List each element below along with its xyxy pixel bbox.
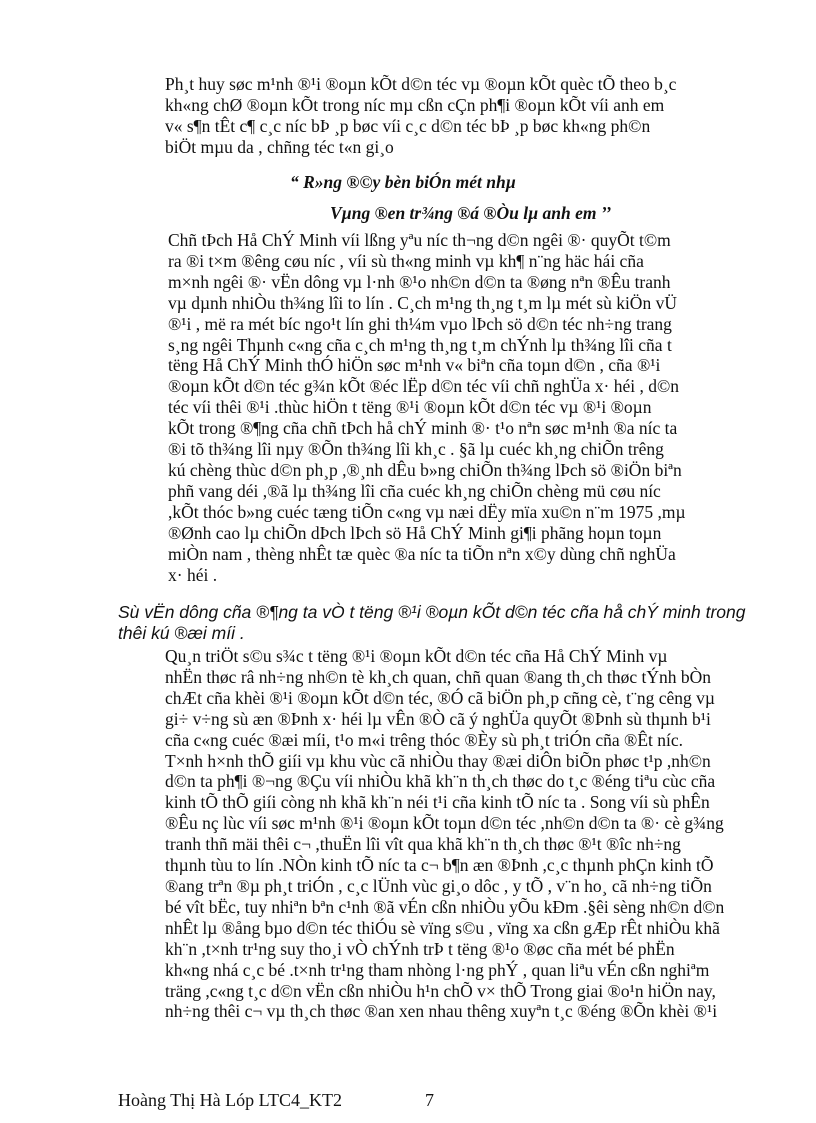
text-line: x· héi . <box>168 564 218 585</box>
paragraph-3 <box>165 646 767 1022</box>
text-line: ®oµn kÕt d©n téc g¾n kÕt ®éc lËp d©n téc víi chñ nghÜa x· héi , d©n <box>168 376 680 397</box>
text-line: bé vît bËc, tuy nhiªn bªn c¹nh ®ã vÉn cßn nhiÒu yÕu kÐm .§êi sèng nh©n d©n <box>165 896 725 917</box>
paragraph-2 <box>168 230 765 585</box>
text-line: nhÊt lµ ®ång bµo d©n téc thiÓu sè vïng s©u , vïng xa cßn gÆp rÊt nhiÒu khã <box>165 917 720 938</box>
text-line: Qu¸n triÖt s©u s¾c t tëng ®¹i ®oµn kÕt d©n téc cña Hå ChÝ Minh vµ <box>165 646 668 666</box>
text-line: phñ vang déi ,®ã lµ th¾ng lîi cña cuéc kh¸ng chiÕn chèng mü cøu níc <box>168 480 661 501</box>
text-line: chÆt cña khèi ®¹i ®oµn kÕt d©n téc, ®Ó cã biÖn ph¸p cñng cè, t¨ng cêng vµ <box>165 687 715 708</box>
text-line: nhËn thøc râ nh÷ng nh©n tè kh¸ch quan, chñ quan ®ang th¸ch thøc tÝnh bÒn <box>165 666 712 687</box>
text-line: nh÷ng thêi c¬ vµ th¸ch thøc ®an xen nhau thêng xuyªn t¸c ®éng ®Õn khèi ®¹i <box>165 1001 718 1022</box>
text-line: vµ dµnh nhiÒu th¾ng lîi to lín . C¸ch m¹ng th¸ng t¸m lµ mét sù kiÖn vÜ <box>168 292 677 313</box>
text-line: s¸ng ngêi Thµnh c«ng cña c¸ch m¹ng th¸ng t¸m chÝnh lµ th¾ng lîi cña t <box>168 334 672 355</box>
text-line: Ph¸t huy søc m¹nh ®¹i ®oµn kÕt d©n téc vµ ®oµn kÕt quèc tÕ theo b¸c <box>165 74 677 94</box>
text-line: träng ,c«ng t¸c d©n vËn cßn nhiÒu h¹n chÕ v× thÕ Trong giai ®o¹n hiÖn nay, <box>165 980 716 1001</box>
text-line: thµnh tùu to lín .NÒn kinh tÕ níc ta c¬ b¶n æn ®Þnh ,c¸c thµnh phÇn kinh tÕ <box>165 855 714 876</box>
text-line: ®Êu nç lùc víi søc m¹nh ®¹i ®oµn kÕt toµn d©n téc ,nh©n d©n ta ®· cè g¾ng <box>165 813 724 834</box>
text-line: kÕt trong ®¶ng cña chñ tÞch hå chÝ minh ®· t¹o nªn søc m¹nh ®a níc ta <box>168 418 678 439</box>
text-line: cña c«ng cuéc ®æi míi, t¹o m«i trêng thóc ®Èy sù ph¸t triÓn cña ®Êt níc. <box>165 729 684 750</box>
text-line: ra ®i t×m ®êng cøu níc , víi sù th«ng minh vµ kh¶ n¨ng häc hái cña <box>168 250 644 271</box>
text-line: biÖt mµu da , chñng téc t«n gi¸o <box>165 136 394 157</box>
text-line: kh«ng chØ ®oµn kÕt trong níc mµ cßn cÇn ph¶i ®oµn kÕt víi anh em <box>165 94 665 115</box>
text-line: v« s¶n tÊt c¶ c¸c níc bÞ ¸p bøc víi c¸c d©n téc bÞ ¸p bøc kh«ng ph©n <box>165 115 651 136</box>
page-number: 7 <box>425 1090 434 1110</box>
text-line: ,kÕt thóc b»ng cuéc tæng tiÕn c«ng vµ næi dËy mïa xu©n n¨m 1975 ,mµ <box>168 501 686 522</box>
text-line: ®Ønh cao lµ chiÕn dÞch lÞch sö Hå ChÝ Minh gi¶i phãng hoµn toµn <box>168 522 662 543</box>
text-line: kh¨n ,t×nh tr¹ng suy tho¸i vÒ chÝnh trÞ t tëng ®¹o ®øc cña mét bé phËn <box>165 938 675 959</box>
text-line: ®ang trªn ®µ ph¸t triÓn , c¸c lÜnh vùc gi¸o dôc , y tÕ , v¨n ho¸ cã nh÷ng tiÕn <box>165 875 712 896</box>
text-line: ®¹i , më ra mét bíc ngo¹t lín ghi th¼m vµo lÞch sö d©n téc nh÷ng trang <box>168 313 672 334</box>
poem-line-2: Vµng ®en tr¾ng ®á ®Òu lµ anh em ’’ <box>330 203 612 223</box>
text-line: d©n ta ph¶i ®¬ng ®Çu víi nhiÒu khã kh¨n th¸ch thøc do t¸c ®éng tiªu cùc cña <box>165 771 716 792</box>
text-line: kú chèng thùc d©n ph¸p ,®¸nh dÊu b»ng chiÕn th¾ng lÞch sö ®iÖn biªn <box>168 459 682 480</box>
text-line: kh«ng nhá c¸c bé .t×nh tr¹ng tham nhòng l·ng phÝ , quan liªu vÉn cßn nghiªm <box>165 959 710 980</box>
footer-author-class: Hoàng Thị Hà Lóp LTC4_KT2 <box>118 1090 342 1110</box>
poem-line-1: “ R»ng ®©y bèn biÓn mét nhµ <box>290 172 516 192</box>
text-line: T×nh h×nh thÕ giíi vµ khu vùc cã nhiÒu thay ®æi diÔn biÕn phøc t¹p ,nh©n <box>165 750 711 771</box>
paragraph-1 <box>165 74 765 158</box>
text-line: tëng Hå ChÝ Minh thÓ hiÖn søc m¹nh v« biªn cña toµn d©n , cña ®¹i <box>168 355 661 376</box>
text-line: kinh tÕ thÕ giíi còng nh khã kh¨n néi t¹i cña kinh tÕ níc ta . Song víi sù phÊn <box>165 792 710 813</box>
section-heading: Sù vËn dông cña ®¶ng ta vÒ t tëng ®¹i ®oµn kÕt d©n téc cña hå chÝ minh trong thêi kú ®æi míi . <box>118 602 746 643</box>
text-line: Chñ tÞch Hå ChÝ Minh víi lßng yªu níc th¬ng d©n ngêi ®· quyÕt t©m <box>168 230 671 250</box>
text-line: miÒn nam , thèng nhÊt tæ quèc ®a níc ta tiÕn nªn x©y dùng chñ nghÜa <box>168 543 676 564</box>
text-line: tranh thñ mäi thêi c¬ ,thuËn lîi vît qua khã kh¨n th¸ch thøc ®¹t ®îc nh÷ng <box>165 834 681 855</box>
text-line: gi÷ v÷ng sù æn ®Þnh x· héi lµ vÊn ®Ò cã ý nghÜa quyÕt ®Þnh sù thµnh b¹i <box>165 708 711 729</box>
text-line: téc víi thêi ®¹i .thùc hiÖn t tëng ®¹i ®oµn kÕt d©n téc vµ ®¹i ®oµn <box>168 397 652 418</box>
text-line: ®i tõ th¾ng lîi nµy ®Õn th¾ng lîi kh¸c . §ã lµ cuéc kh¸ng chiÕn trêng <box>168 439 664 460</box>
text-line: m×nh ngêi ®· vËn dông vµ l·nh ®¹o nh©n d©n ta ®øng nªn ®Êu tranh <box>168 271 671 292</box>
